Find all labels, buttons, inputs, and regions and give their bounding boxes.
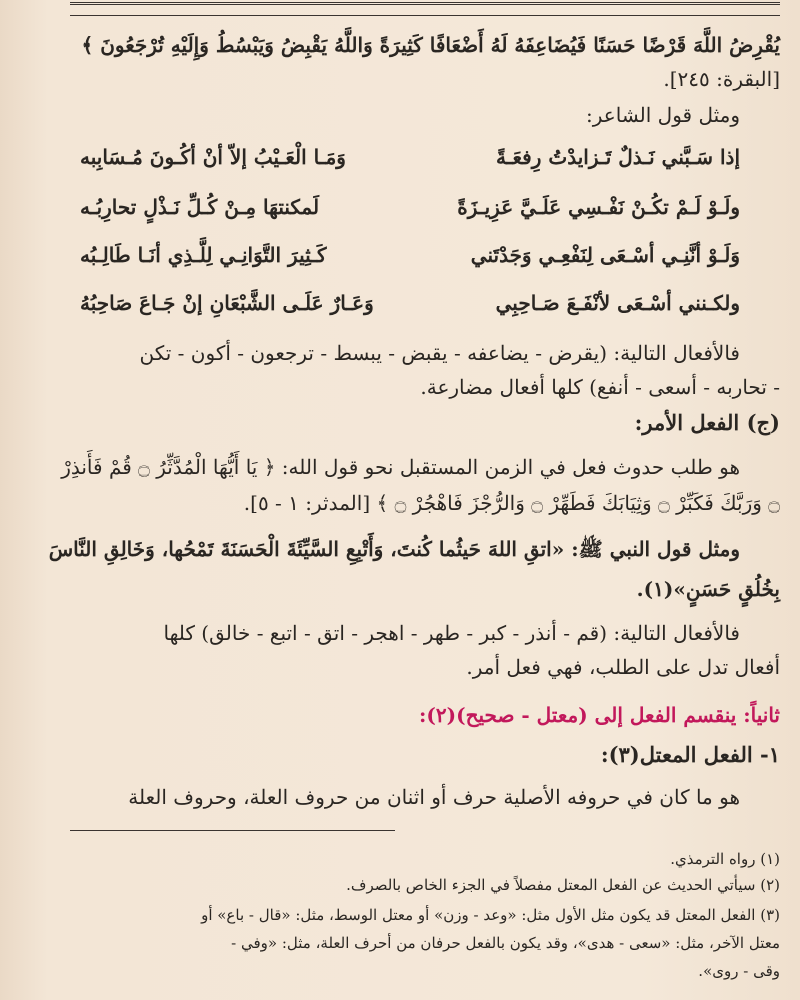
verse-reference: [البقرة: ٢٤٥]. [663, 67, 780, 91]
footnote: (٣) الفعل المعتل قد يكون مثل الأول مثل: «وعد - وزن» أو معتل الوسط، مثل: «قال - باع» أو [201, 906, 780, 924]
paragraph-line: فالأفعال التالية: (يقرض - يضاعفه - يقبض - يبسط - ترجعون - أكون - تكن [139, 341, 740, 365]
subheading-weak-verb: ١- الفعل المعتل(٣): [600, 742, 780, 767]
poem-verse-3-right: وَلَـوْ أنَّنِـي أسْـعَى لِنَفْعِـي وَجَدْتَني [470, 243, 740, 267]
paragraph-line: أفعال تدل على الطلب، فهي فعل أمر. [466, 655, 780, 679]
footnote: معتل الآخر، مثل: «سعى - هدى»، وقد يكون بالفعل حرفان من أحرف العلة، مثل: «وفي - [231, 934, 780, 952]
paragraph-line: هو ما كان في حروفه الأصلية حرف أو اثنان من حروف العلة، وحروف العلة [128, 785, 740, 809]
section-heading-division: ثانياً: ينقسم الفعل إلى (معتل - صحيح)(٢): [419, 703, 780, 727]
section-heading-imperative: (ج) الفعل الأمر: [634, 410, 780, 435]
footnote: (٢) سيأتي الحديث عن الفعل المعتل مفصلاً في الجزء الخاص بالصرف. [346, 876, 780, 894]
poem-verse-4-left: وَعَـارٌ عَلَـى الشَّبْعَانِ إنْ جَـاعَ صَاحِبُهُ [80, 291, 374, 315]
poem-verse-2-right: ولَـوْ لَـمْ تكُـنْ نَفْـسِي عَلَـيَّ عَزِيـزَةً [457, 195, 740, 219]
paragraph-line: ۝ وَرَبَّكَ فَكَبِّرْ ۝ وَثِيَابَكَ فَطَهِّرْ ۝ وَالرُّجْزَ فَاهْجُرْ ۝ ﴾ [المدثر: ١ - ٥]. [243, 491, 780, 515]
footnote-separator [70, 830, 395, 831]
poem-verse-2-left: لَمكنتهَا مِـنْ كُـلِّ نَـذْلٍ تحارِبُـه [80, 195, 320, 219]
poet-intro: ومثل قول الشاعر: [586, 103, 740, 127]
footnote: وقى - روى». [698, 962, 780, 980]
paragraph-line: هو طلب حدوث فعل في الزمن المستقبل نحو قول الله: ﴿ يَا أَيُّهَا الْمُدَّثِّرُ ۝ قُمْ فَأَنذِرْ [61, 455, 740, 479]
footnote: (١) رواه الترمذي. [670, 850, 780, 868]
quran-verse-line: يُقْرِضُ اللَّهَ قَرْضًا حَسَنًا فَيُضَاعِفَهُ لَهُ أَضْعَافًا كَثِيرَةً وَاللَّهُ يَقْبِضُ وَيَبْسُطُ وَإِلَيْهِ تُرْجَعُونَ ﴾ [81, 33, 780, 57]
hadith-line: بِخُلُقٍ حَسَنٍ»(١). [636, 577, 780, 601]
paragraph-line: فالأفعال التالية: (قم - أنذر - كبر - طهر - اهجر - اتق - اتبع - خالق) كلها [163, 621, 740, 645]
poem-verse-4-right: ولكـنني أسْـعَى لأنْفَـعَ صَـاحِبِي [495, 291, 740, 315]
paragraph-line: - تحاربه - أسعى - أنفع) كلها أفعال مضارعة. [420, 375, 780, 399]
poem-verse-3-left: كَـثِيرَ التَّوَانِـي لِلَّـذِي أنَـا طَالِـبُه [80, 243, 327, 267]
poem-verse-1-left: وَمَـا الْعَـيْبُ إلاّ أنْ أكُـونَ مُـسَابِبه [80, 145, 346, 169]
poem-verse-1-right: إذا سَـبَّني نَـذلٌ تَـزايدْتُ رِفعَـةً [495, 145, 740, 169]
top-double-rule [70, 2, 780, 16]
hadith-line: ومثل قول النبي ﷺ: «اتقِ اللهَ حَيثُما كُنتَ، وَأَتْبِعِ السَّيِّئَةَ الْحَسَنَةَ تَمْحُها، وَخَالِقِ النَّاسَ [48, 537, 740, 561]
